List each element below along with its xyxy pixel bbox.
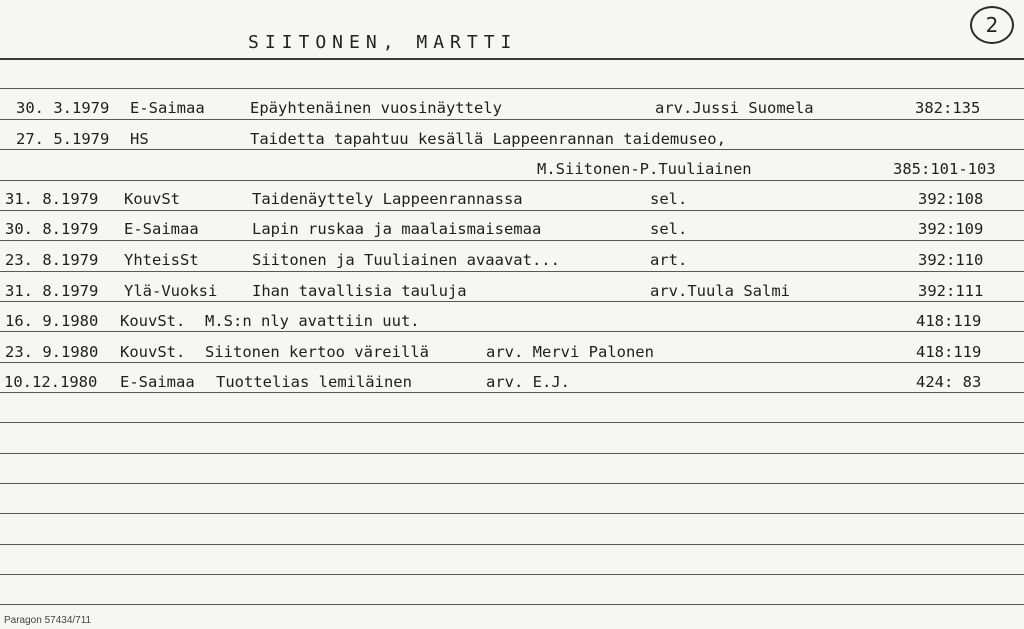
entry-date: 31. 8.1979: [5, 190, 99, 208]
entry-ref: 382:135: [915, 99, 981, 117]
rule-line: [0, 240, 1024, 241]
entry-headline: Ihan tavallisia tauluja: [252, 282, 467, 300]
entry-source: E-Saimaa: [130, 99, 205, 117]
entry-date: 31. 8.1979: [5, 282, 99, 300]
rule-line: [0, 331, 1024, 332]
entry-headline: Lapin ruskaa ja maalaismaisemaa: [252, 220, 542, 238]
entry-author: sel.: [650, 190, 688, 208]
rule-line: [0, 362, 1024, 363]
entry-headline: Siitonen kertoo väreillä: [205, 343, 429, 361]
rule-line: [0, 271, 1024, 272]
entry-headline: Taidenäyttely Lappeenrannassa: [252, 190, 523, 208]
entry-ref: 418:119: [916, 343, 982, 361]
entry-headline: Tuottelias lemiläinen: [216, 373, 412, 391]
rule-line: [0, 119, 1024, 120]
entry-ref: 392:109: [918, 220, 984, 238]
entry-source: Ylä-Vuoksi: [124, 282, 218, 300]
card-title: SIITONEN, MARTTI: [248, 32, 518, 53]
entry-author: art.: [650, 251, 688, 269]
rule-line: [0, 392, 1024, 393]
header-rule: [0, 58, 1024, 60]
rule-line: [0, 210, 1024, 211]
entry-date: 16. 9.1980: [5, 312, 99, 330]
entry-date: 30. 8.1979: [5, 220, 99, 238]
entry-author: arv. Mervi Palonen: [486, 343, 654, 361]
rule-line: [0, 180, 1024, 181]
entry-headline: Taidetta tapahtuu kesällä Lappeenrannan taidemuseo,: [250, 130, 726, 148]
entry-headline: M.S:n nly avattiin uut.: [205, 312, 420, 330]
entry-source: HS: [130, 130, 149, 148]
rule-line: [0, 453, 1024, 454]
page-number-circle: [970, 6, 1014, 44]
entry-source: E-Saimaa: [124, 220, 199, 238]
rule-line: [0, 88, 1024, 89]
page-number: 2: [985, 13, 999, 37]
entry-date: 10.12.1980: [4, 373, 98, 391]
entry-author: M.Siitonen-P.Tuuliainen: [537, 160, 752, 178]
entry-date: 23. 8.1979: [5, 251, 99, 269]
entry-source: KouvSt.: [120, 312, 186, 330]
rule-line: [0, 301, 1024, 302]
rule-line: [0, 513, 1024, 514]
entry-source: KouvSt.: [120, 343, 186, 361]
rule-line: [0, 483, 1024, 484]
entry-ref: 385:101-103: [893, 160, 996, 178]
entry-source: YhteisSt: [124, 251, 199, 269]
entry-author: arv.Tuula Salmi: [650, 282, 790, 300]
rule-line: [0, 604, 1024, 605]
entry-ref: 424: 83: [916, 373, 982, 391]
entry-source: KouvSt: [124, 190, 180, 208]
rule-line: [0, 544, 1024, 545]
entry-author: arv.Jussi Suomela: [655, 99, 814, 117]
rule-line: [0, 422, 1024, 423]
entry-date: 23. 9.1980: [5, 343, 99, 361]
printer-imprint: Paragon 57434/711: [4, 615, 92, 626]
entry-date: 27. 5.1979: [16, 130, 110, 148]
entry-ref: 392:110: [918, 251, 984, 269]
rule-line: [0, 574, 1024, 575]
entry-date: 30. 3.1979: [16, 99, 110, 117]
entry-ref: 392:108: [918, 190, 984, 208]
entry-source: E-Saimaa: [120, 373, 195, 391]
entry-ref: 418:119: [916, 312, 982, 330]
entry-headline: Epäyhtenäinen vuosinäyttely: [250, 99, 502, 117]
entry-headline: Siitonen ja Tuuliainen avaavat...: [252, 251, 560, 269]
rule-line: [0, 149, 1024, 150]
entry-author: sel.: [650, 220, 688, 238]
entry-author: arv. E.J.: [486, 373, 570, 391]
entry-ref: 392:111: [918, 282, 984, 300]
